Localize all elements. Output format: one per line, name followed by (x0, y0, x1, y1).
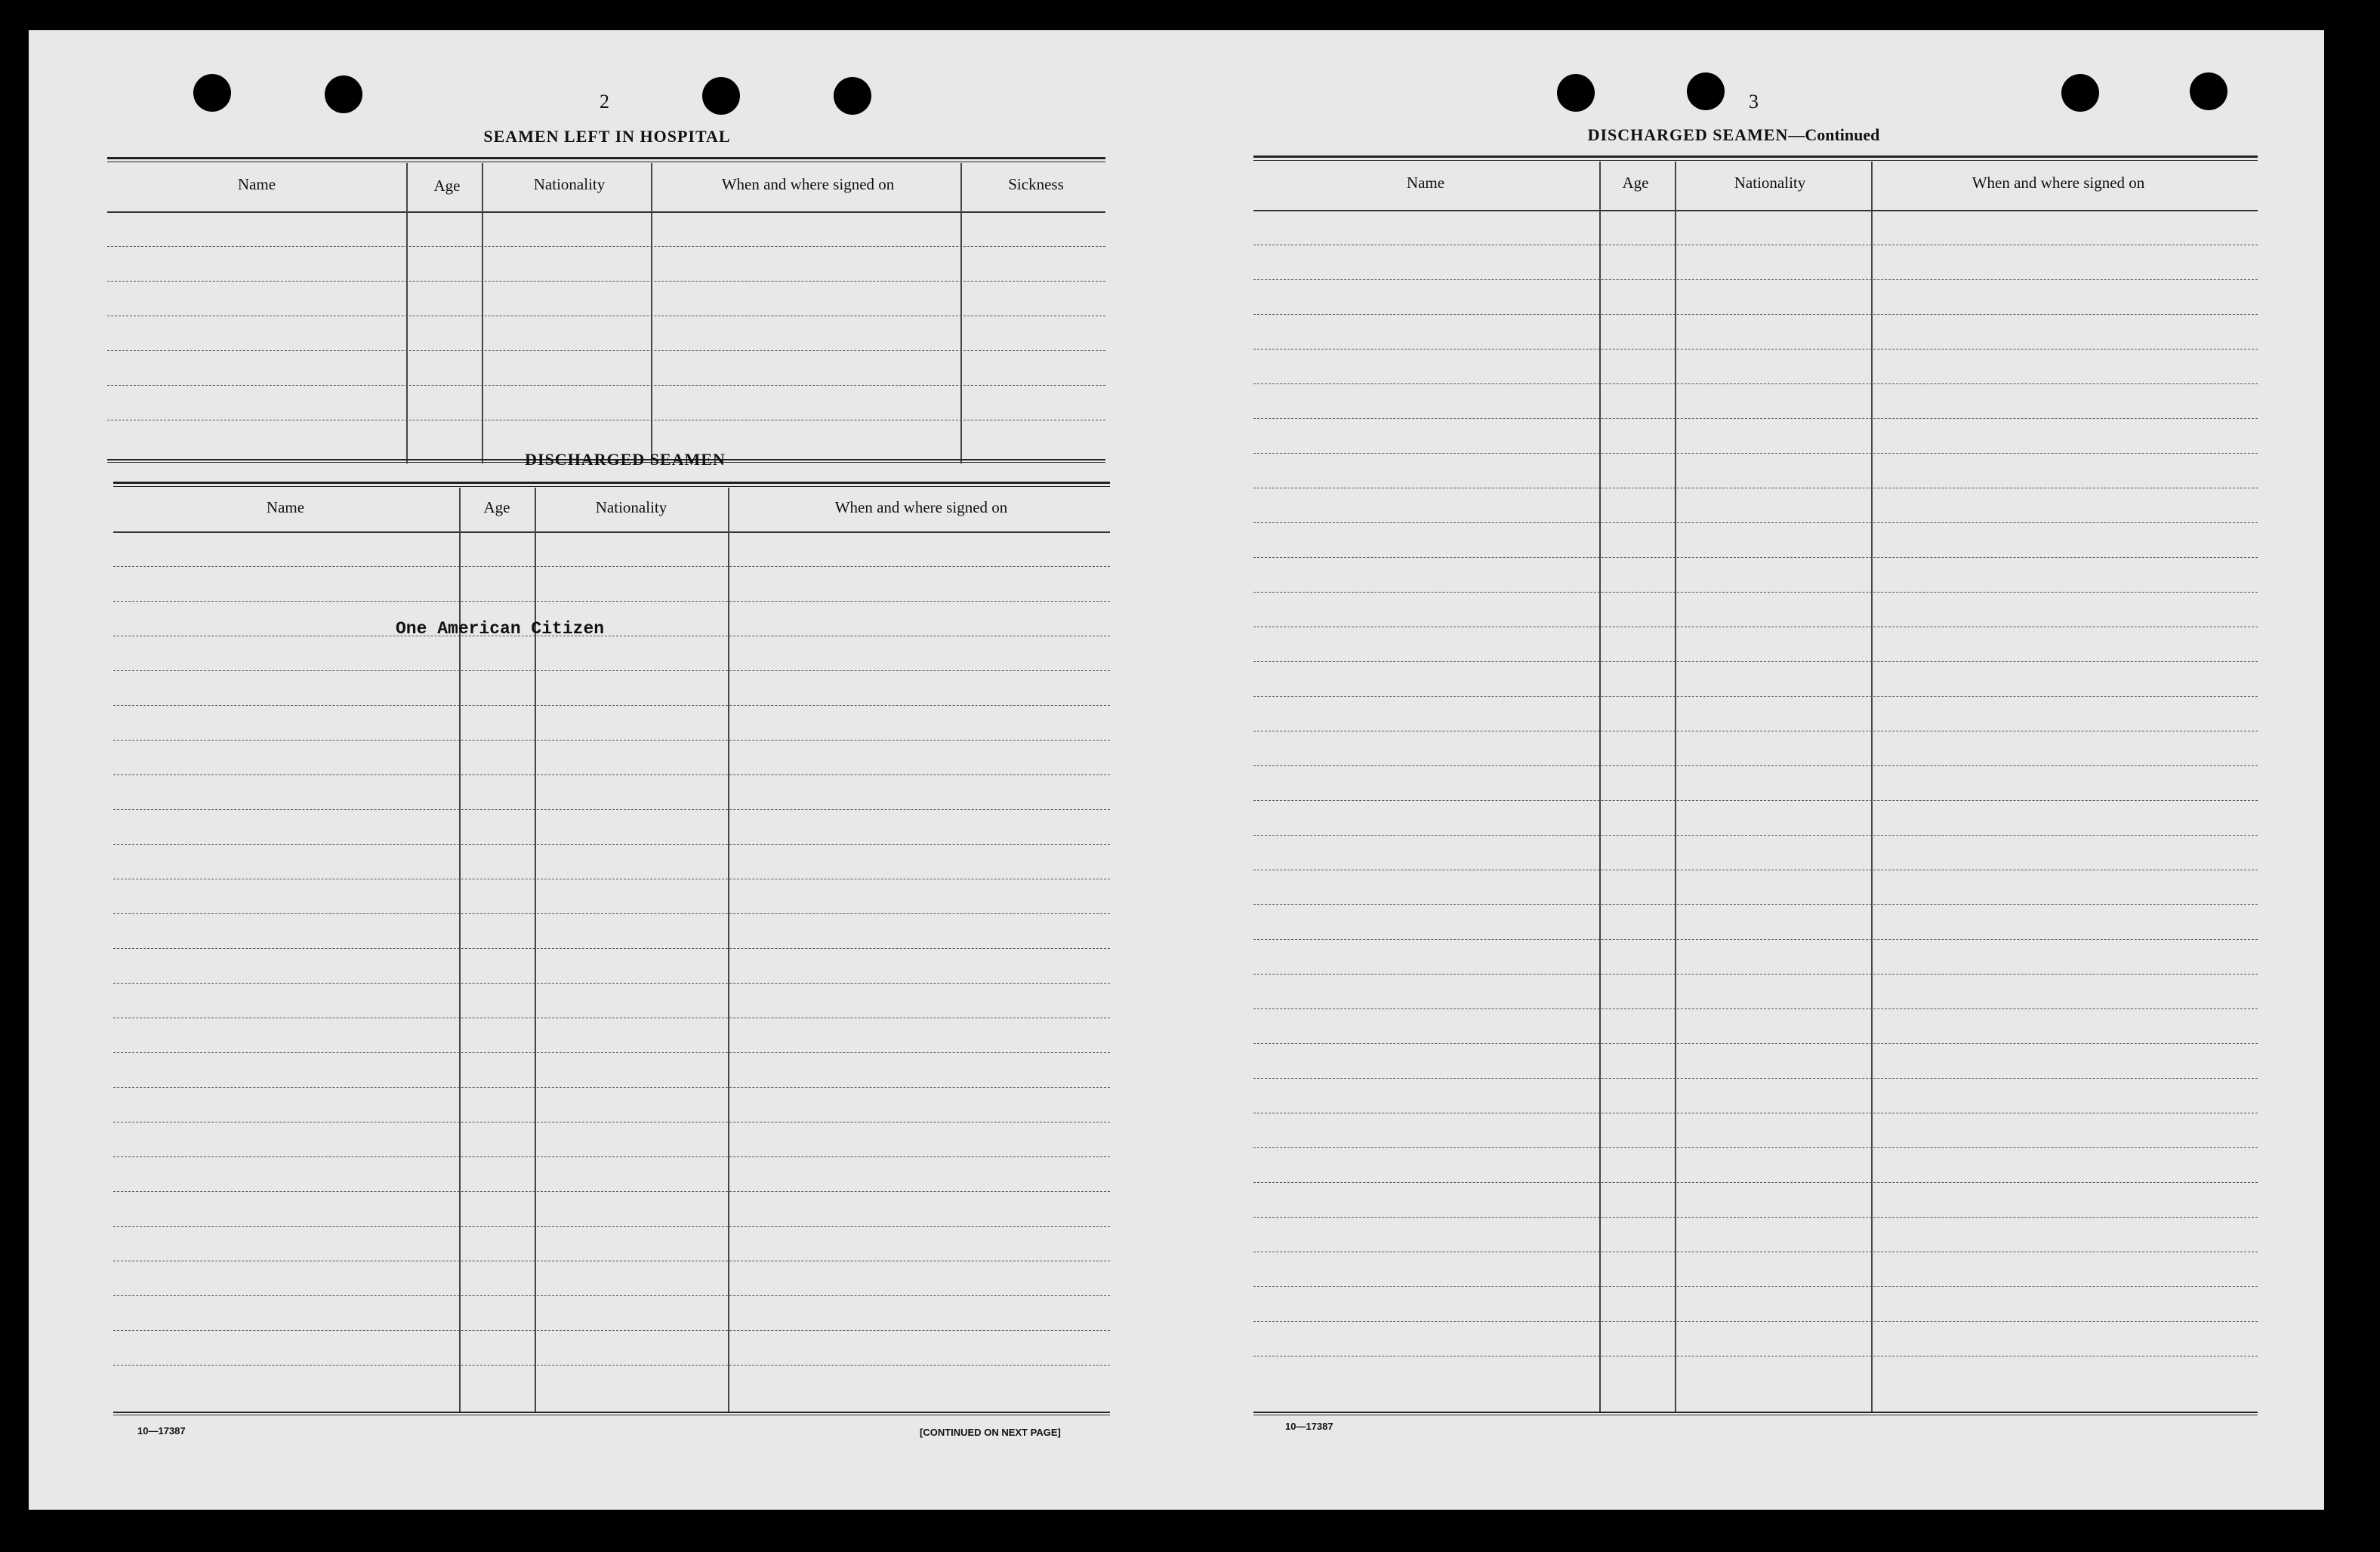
column-header-name: Name (266, 498, 305, 516)
column-header-sickness: Sickness (1008, 175, 1064, 193)
discharged-continued-title (1588, 125, 1880, 145)
column-header-signed-on: When and where signed on (834, 498, 1008, 516)
punch-hole (325, 75, 362, 113)
column-header-age: Age (1622, 174, 1649, 192)
column-header-signed-on: When and where signed on (721, 175, 895, 193)
page-number-right: 3 (1749, 91, 1759, 112)
discharged-section-title: DISCHARGED SEAMEN (525, 450, 726, 469)
column-header-age: Age (433, 177, 461, 195)
punch-hole (702, 77, 740, 115)
document-paper (29, 30, 2324, 1510)
punch-hole (834, 77, 871, 115)
typed-entry: One American Citizen (396, 619, 605, 639)
column-header-nationality: Nationality (595, 498, 667, 516)
column-header-nationality: Nationality (533, 175, 606, 193)
column-header-nationality: Nationality (1734, 174, 1806, 192)
column-header-signed-on: When and where signed on (1972, 174, 2145, 192)
discharged-continued-table (1253, 156, 2258, 1448)
punch-hole (193, 74, 231, 112)
hospital-table (107, 157, 1105, 465)
discharged-table (113, 482, 1110, 1455)
column-header-name: Name (237, 175, 276, 193)
column-header-age: Age (483, 498, 510, 516)
column-header-name: Name (1406, 174, 1445, 192)
punch-hole (2061, 74, 2099, 112)
form-number-right: 10—17387 (1285, 1421, 1333, 1432)
hospital-section-title: SEAMEN LEFT IN HOSPITAL (483, 127, 731, 146)
punch-hole (2190, 72, 2227, 110)
discharged-title-continued: —Continued (1788, 125, 1880, 144)
punch-hole (1687, 72, 1725, 110)
page-number-left: 2 (600, 91, 609, 112)
continued-note: [CONTINUED ON NEXT PAGE] (920, 1427, 1061, 1438)
discharged-title-main: DISCHARGED SEAMEN (1587, 125, 1789, 144)
form-number-left: 10—17387 (137, 1425, 186, 1437)
punch-hole (1557, 74, 1595, 112)
